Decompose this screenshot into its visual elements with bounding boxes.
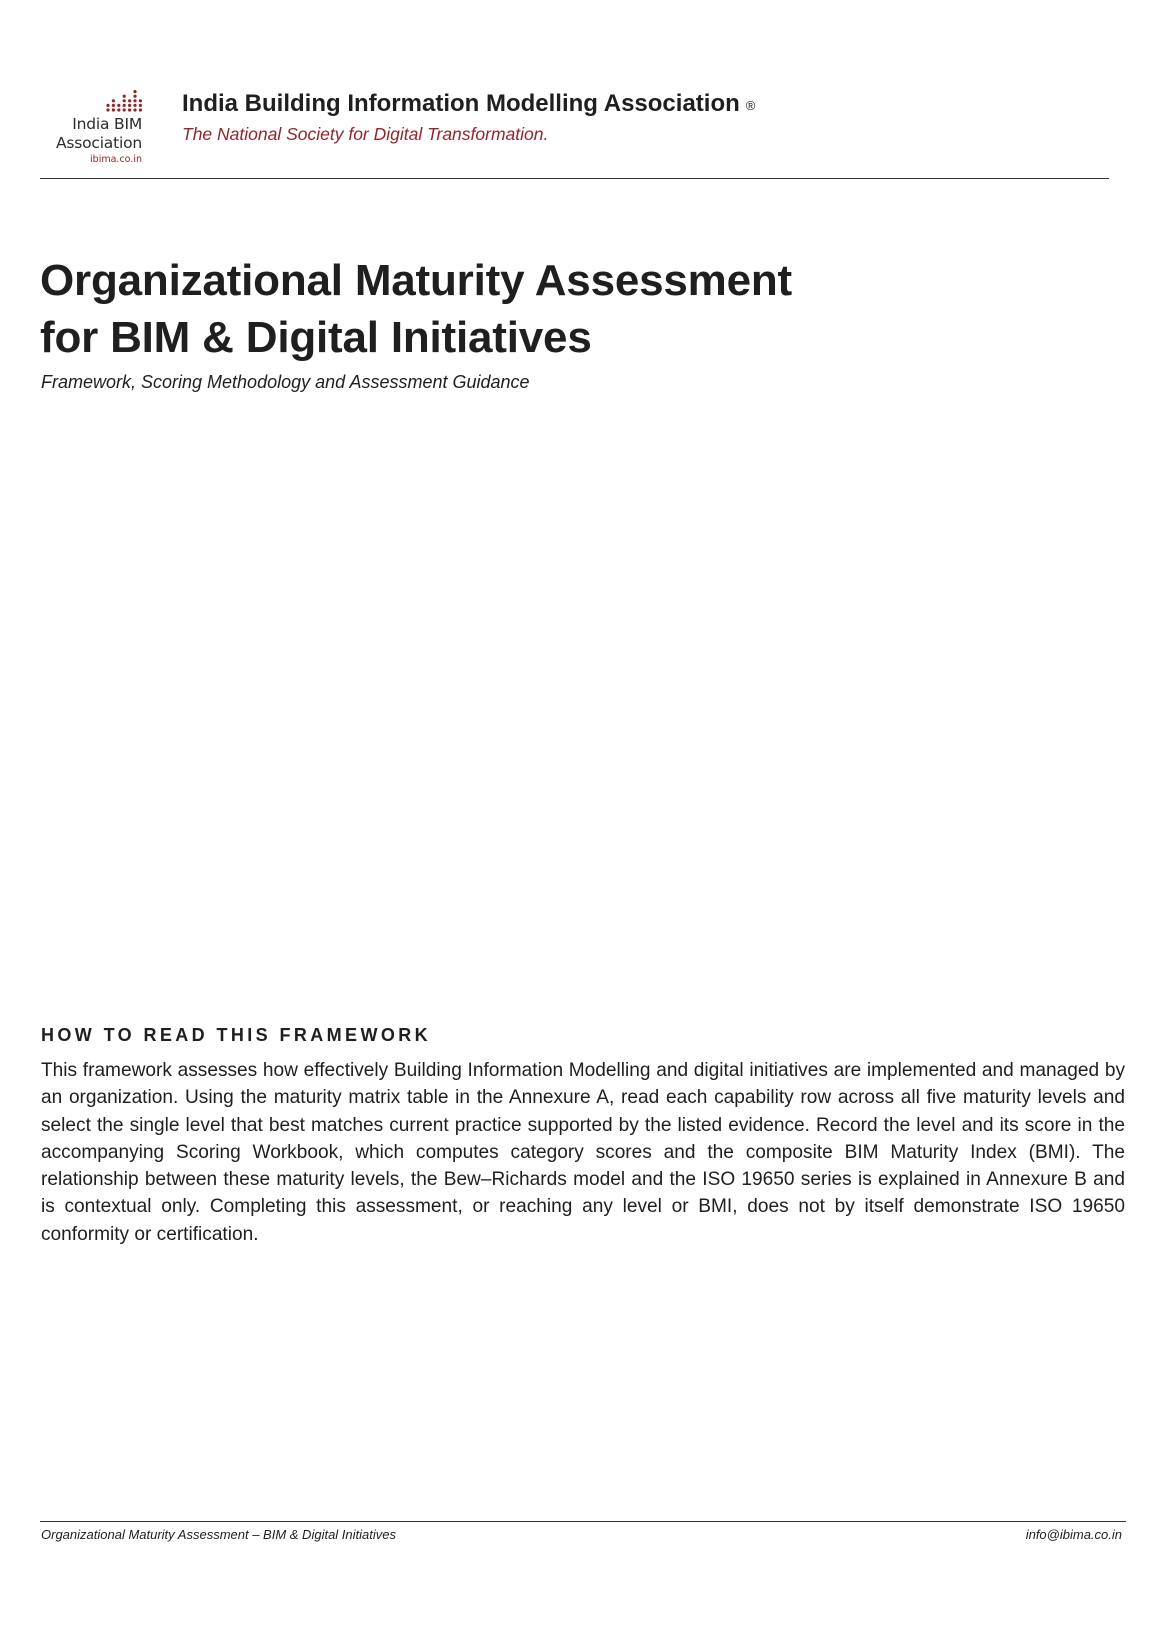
section-body: This framework assesses how effectively Building Information Modelling and digital initiatives are implemented and managed by an organization. Using the maturity matrix table in the Annexure A, read each capability row across all five maturity levels and select the single level that best matches current practice supported by the listed evidence. Record the level and its score in the accompanying Scoring Workbook, which computes category scores and the composite BIM Maturity Index (BMI). The relationship between these maturity levels, the Bew–Richards model and the ISO 19650 series is explained in Annexure B and is contextual only. Completing this assessment, or reaching any level or BMI, does not by itself demonstrate ISO 19650 conformity or certification. (41, 1060, 1125, 1245)
logo-text-line1: India BIM (72, 115, 142, 133)
document-title-line1: Organizational Maturity Assessment (40, 256, 792, 305)
document-subtitle: Framework, Scoring Methodology and Assessment Guidance (41, 372, 530, 392)
page-footer (40, 1521, 1126, 1546)
registered-mark: ® (745, 98, 756, 113)
logo-dot (117, 104, 120, 107)
logo-dot (133, 104, 136, 107)
logo-dot (139, 104, 142, 107)
logo-dot (128, 99, 131, 102)
logo-dot (133, 90, 136, 93)
logo-dot (117, 108, 120, 111)
logo-dot (139, 99, 142, 102)
logo-text-line2: Association (55, 134, 142, 152)
logo-url: ibima.co.in (90, 154, 142, 165)
logo-dot (106, 104, 109, 107)
logo-dot (128, 104, 131, 107)
logo-dot (106, 108, 109, 111)
org-name (182, 90, 755, 118)
org-name-text: India Building Information Modelling Association (182, 90, 740, 117)
logo-dot (112, 99, 115, 102)
logo-dot (123, 95, 126, 98)
logo-dot (123, 104, 126, 107)
logo-dot (133, 108, 136, 111)
org-tagline: The National Society for Digital Transformation. (182, 124, 549, 144)
logo-dot (123, 108, 126, 111)
footer-email: info@ibima.co.in (1025, 1527, 1122, 1542)
document-title (40, 252, 792, 366)
logo-dot (123, 99, 126, 102)
section-heading: HOW TO READ THIS FRAMEWORK (41, 1025, 432, 1045)
footer-document-title: Organizational Maturity Assessment – BIM & Digital Initiatives (41, 1527, 396, 1542)
logo-dot (128, 108, 131, 111)
document-title-line2: for BIM & Digital Initiatives (40, 313, 592, 362)
ibima-logo (40, 84, 152, 172)
logo-dot (139, 108, 142, 111)
logo-dot (112, 108, 115, 111)
page-header (40, 84, 1109, 179)
logo-dot (133, 99, 136, 102)
logo-dot (112, 104, 115, 107)
logo-dot (133, 95, 136, 98)
bar-dots-logo-icon (40, 84, 152, 114)
